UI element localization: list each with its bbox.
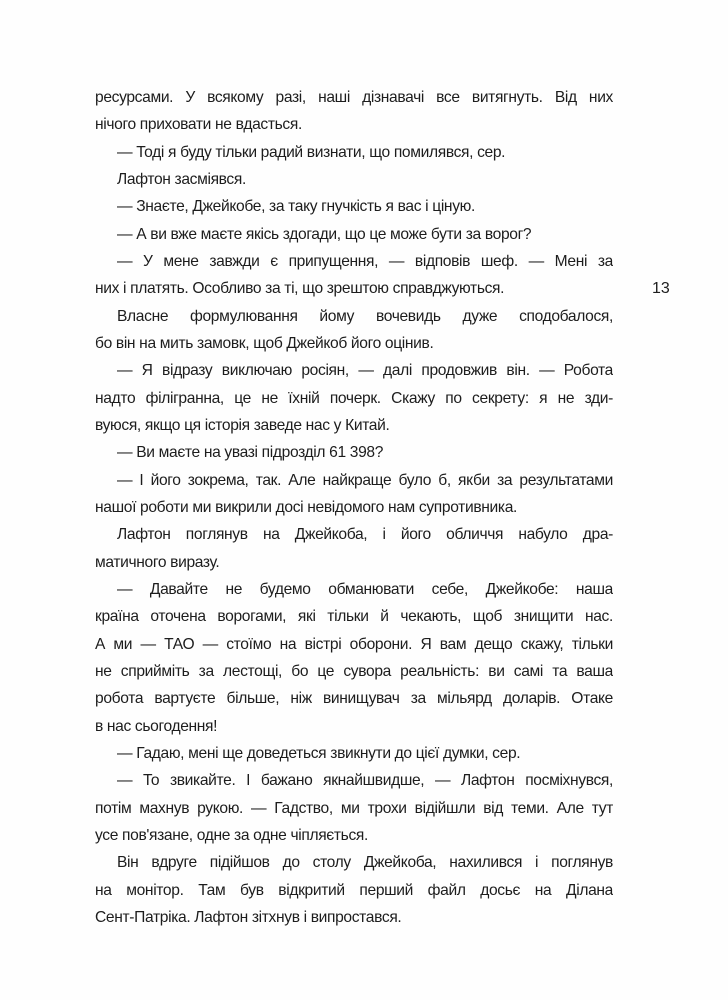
- text-line: бо він на мить замовк, щоб Джейкоб його оцінив.: [95, 334, 434, 352]
- text-line: не сприйміть за лестощі, бо це сувора реальність: ви самі та ваша: [95, 662, 613, 680]
- text-line: нашої роботи ми викрили досі невідомого нам супротивника.: [95, 498, 517, 516]
- page-number: 13: [652, 280, 670, 297]
- text-line: — Давайте не будемо обманювати себе, Джейкобе: наша: [117, 580, 613, 598]
- text-line: них і платять. Особливо за ті, що зрештою справджуються.: [95, 280, 505, 298]
- text-line: — Тоді я буду тільки радий визнати, що помилявся, сер.: [117, 143, 506, 161]
- text-line: — То звикайте. І бажано якнайшвидше, — Лафтон посміхнувся,: [117, 772, 613, 790]
- text-line: — Знаєте, Джейкобе, за таку гнучкість я вас і ціную.: [117, 198, 475, 216]
- text-line: — Ви маєте на увазі підрозділ 61 398?: [117, 444, 384, 462]
- text-line: — Гадаю, мені ще доведеться звикнути до цієї думки, сер.: [117, 744, 521, 762]
- text-line: потім махнув рукою. — Гадство, ми трохи відійшли від теми. Але тут: [95, 799, 613, 817]
- text-line: Сент-Патріка. Лафтон зітхнув і випростався.: [95, 908, 402, 926]
- text-line: А ми — ТАО — стоїмо на вістрі оборони. Я вам дещо скажу, тільки: [95, 635, 613, 653]
- text-line: усе пов'язане, одне за одне чіпляється.: [95, 826, 368, 844]
- text-line: вуюся, якщо ця історія заведе нас у Китай.: [95, 416, 390, 434]
- body-text: [95, 84, 613, 931]
- text-line: ресурсами. У всякому разі, наші дізнавачі все витягнуть. Від них: [95, 89, 613, 106]
- text-line: Він вдруге підійшов до столу Джейкоба, нахилився і поглянув: [117, 854, 613, 872]
- text-line: на монітор. Там був відкритий перший файл досьє на Ділана: [95, 881, 613, 899]
- text-line: Лафтон засміявся.: [117, 170, 246, 188]
- text-line: робота вартуєте більше, ніж винищувач за мільярд доларів. Отаке: [95, 690, 613, 708]
- text-line: країна оточена ворогами, які тільки й чекають, щоб знищити нас.: [95, 608, 613, 626]
- text-line: — А ви вже маєте якісь здогади, що це може бути за ворог?: [117, 225, 532, 243]
- text-line: в нас сьогодення!: [95, 717, 218, 735]
- text-line: — І його зокрема, так. Але найкраще було б, якби за результатами: [117, 471, 613, 489]
- text-line: — Я відразу виключаю росіян, — далі продовжив він. — Робота: [117, 362, 613, 380]
- text-line: надто філігранна, це не їхній почерк. Скажу по секрету: я не зди-: [95, 389, 613, 407]
- text-line: матичного виразу.: [95, 553, 220, 571]
- text-line: — У мене завжди є припущення, — відповів шеф. — Мені за: [117, 252, 613, 270]
- text-line: нічого приховати не вдасться.: [95, 116, 302, 134]
- text-line: Лафтон поглянув на Джейкоба, і його обличчя набуло дра-: [117, 526, 613, 544]
- text-line: Власне формулювання йому вочевидь дуже сподобалося,: [117, 307, 613, 325]
